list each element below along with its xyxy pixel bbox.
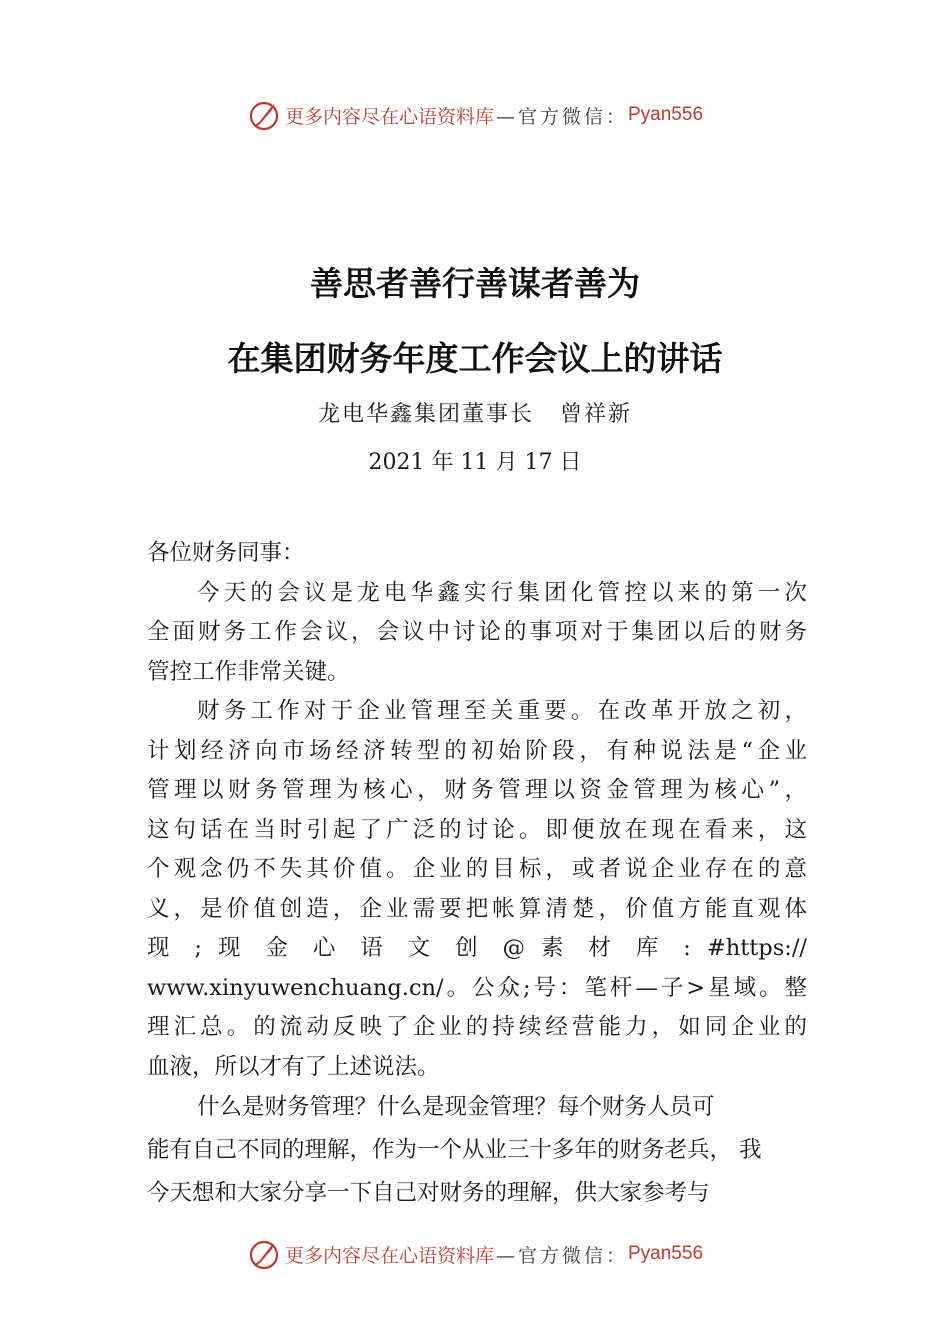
author-byline [0, 397, 950, 428]
header-watermark [0, 97, 950, 133]
paragraph-line: 理汇总。的流动反映了企业的持续经营能力，如同企业的 [147, 1014, 807, 1040]
speech-date: 2021 年 11 月 17 日 [368, 450, 582, 475]
quill-logo-icon [247, 98, 281, 132]
watermark-wechat-id: Pyan556 [628, 104, 704, 125]
footer-watermark [0, 1236, 950, 1272]
watermark-separator: —官方微信： [495, 105, 628, 128]
paragraph-line: 计划经济向市场经济转型的初始阶段，有种说法是“企业 [147, 737, 807, 764]
paragraph-line: 全面财务工作会议，会议中讨论的事项对于集团以后的财务 [147, 619, 807, 645]
watermark-text: 更多内容尽在心语资料库 [284, 105, 494, 128]
author-name: 曾祥新 [560, 402, 633, 427]
speech-body [147, 534, 807, 1087]
watermark-wechat-id: Pyan556 [628, 1243, 704, 1264]
author-org: 龙电华鑫集团董事长 [317, 402, 534, 427]
paragraph-line: 血液，所以才有了上述说法。 [147, 1053, 440, 1080]
quill-logo-icon [247, 1237, 281, 1271]
document-subtitle: 在集团财务年度工作会议上的讲话 [227, 339, 723, 378]
paragraph-line: 什么是财务管理？什么是现金管理？每个财务人员可 [197, 1094, 715, 1120]
paragraph-line: 个观念仍不失其价值。企业的目标，或者说企业存在的意 [147, 856, 807, 882]
watermark-separator: —官方微信： [495, 1244, 628, 1267]
watermark-text: 更多内容尽在心语资料库 [284, 1244, 494, 1267]
paragraph-line: 管控工作非常关键。 [147, 658, 350, 685]
paragraph-line: 现 ; 现 金 心 语 文 创 @ 素 材 库 : #https:// [147, 935, 807, 961]
paragraph-line: 财务工作对于企业管理至关重要。在改革开放之初， [197, 698, 807, 724]
paragraph-line: 能有自己不同的理解，作为一个从业三十多年的财务老兵， 我 [147, 1137, 762, 1163]
paragraph-line: 管理以财务管理为核心，财务管理以资金管理为核心”， [147, 777, 807, 803]
speech-body-continued [147, 1086, 827, 1215]
paragraph-line: 今天的会议是龙电华鑫实行集团化管控以来的第一次 [197, 579, 807, 606]
paragraph-line: 今天想和大家分享一下自己对财务的理解，供大家参考与 [147, 1180, 710, 1206]
paragraph-line: 这句话在当时引起了广泛的讨论。即便放在现在看来，这 [147, 816, 807, 843]
paragraph-line: 义，是价值创造，企业需要把帐算清楚，价值方能直观体 [147, 895, 807, 922]
salutation: 各位财务同事： [147, 540, 305, 566]
paragraph-line: www.xinyuwenchuang.cn/。公众;号：笔杆—子>星域。整 [147, 974, 807, 1001]
document-title: 善思者善行善谋者善为 [310, 264, 640, 303]
